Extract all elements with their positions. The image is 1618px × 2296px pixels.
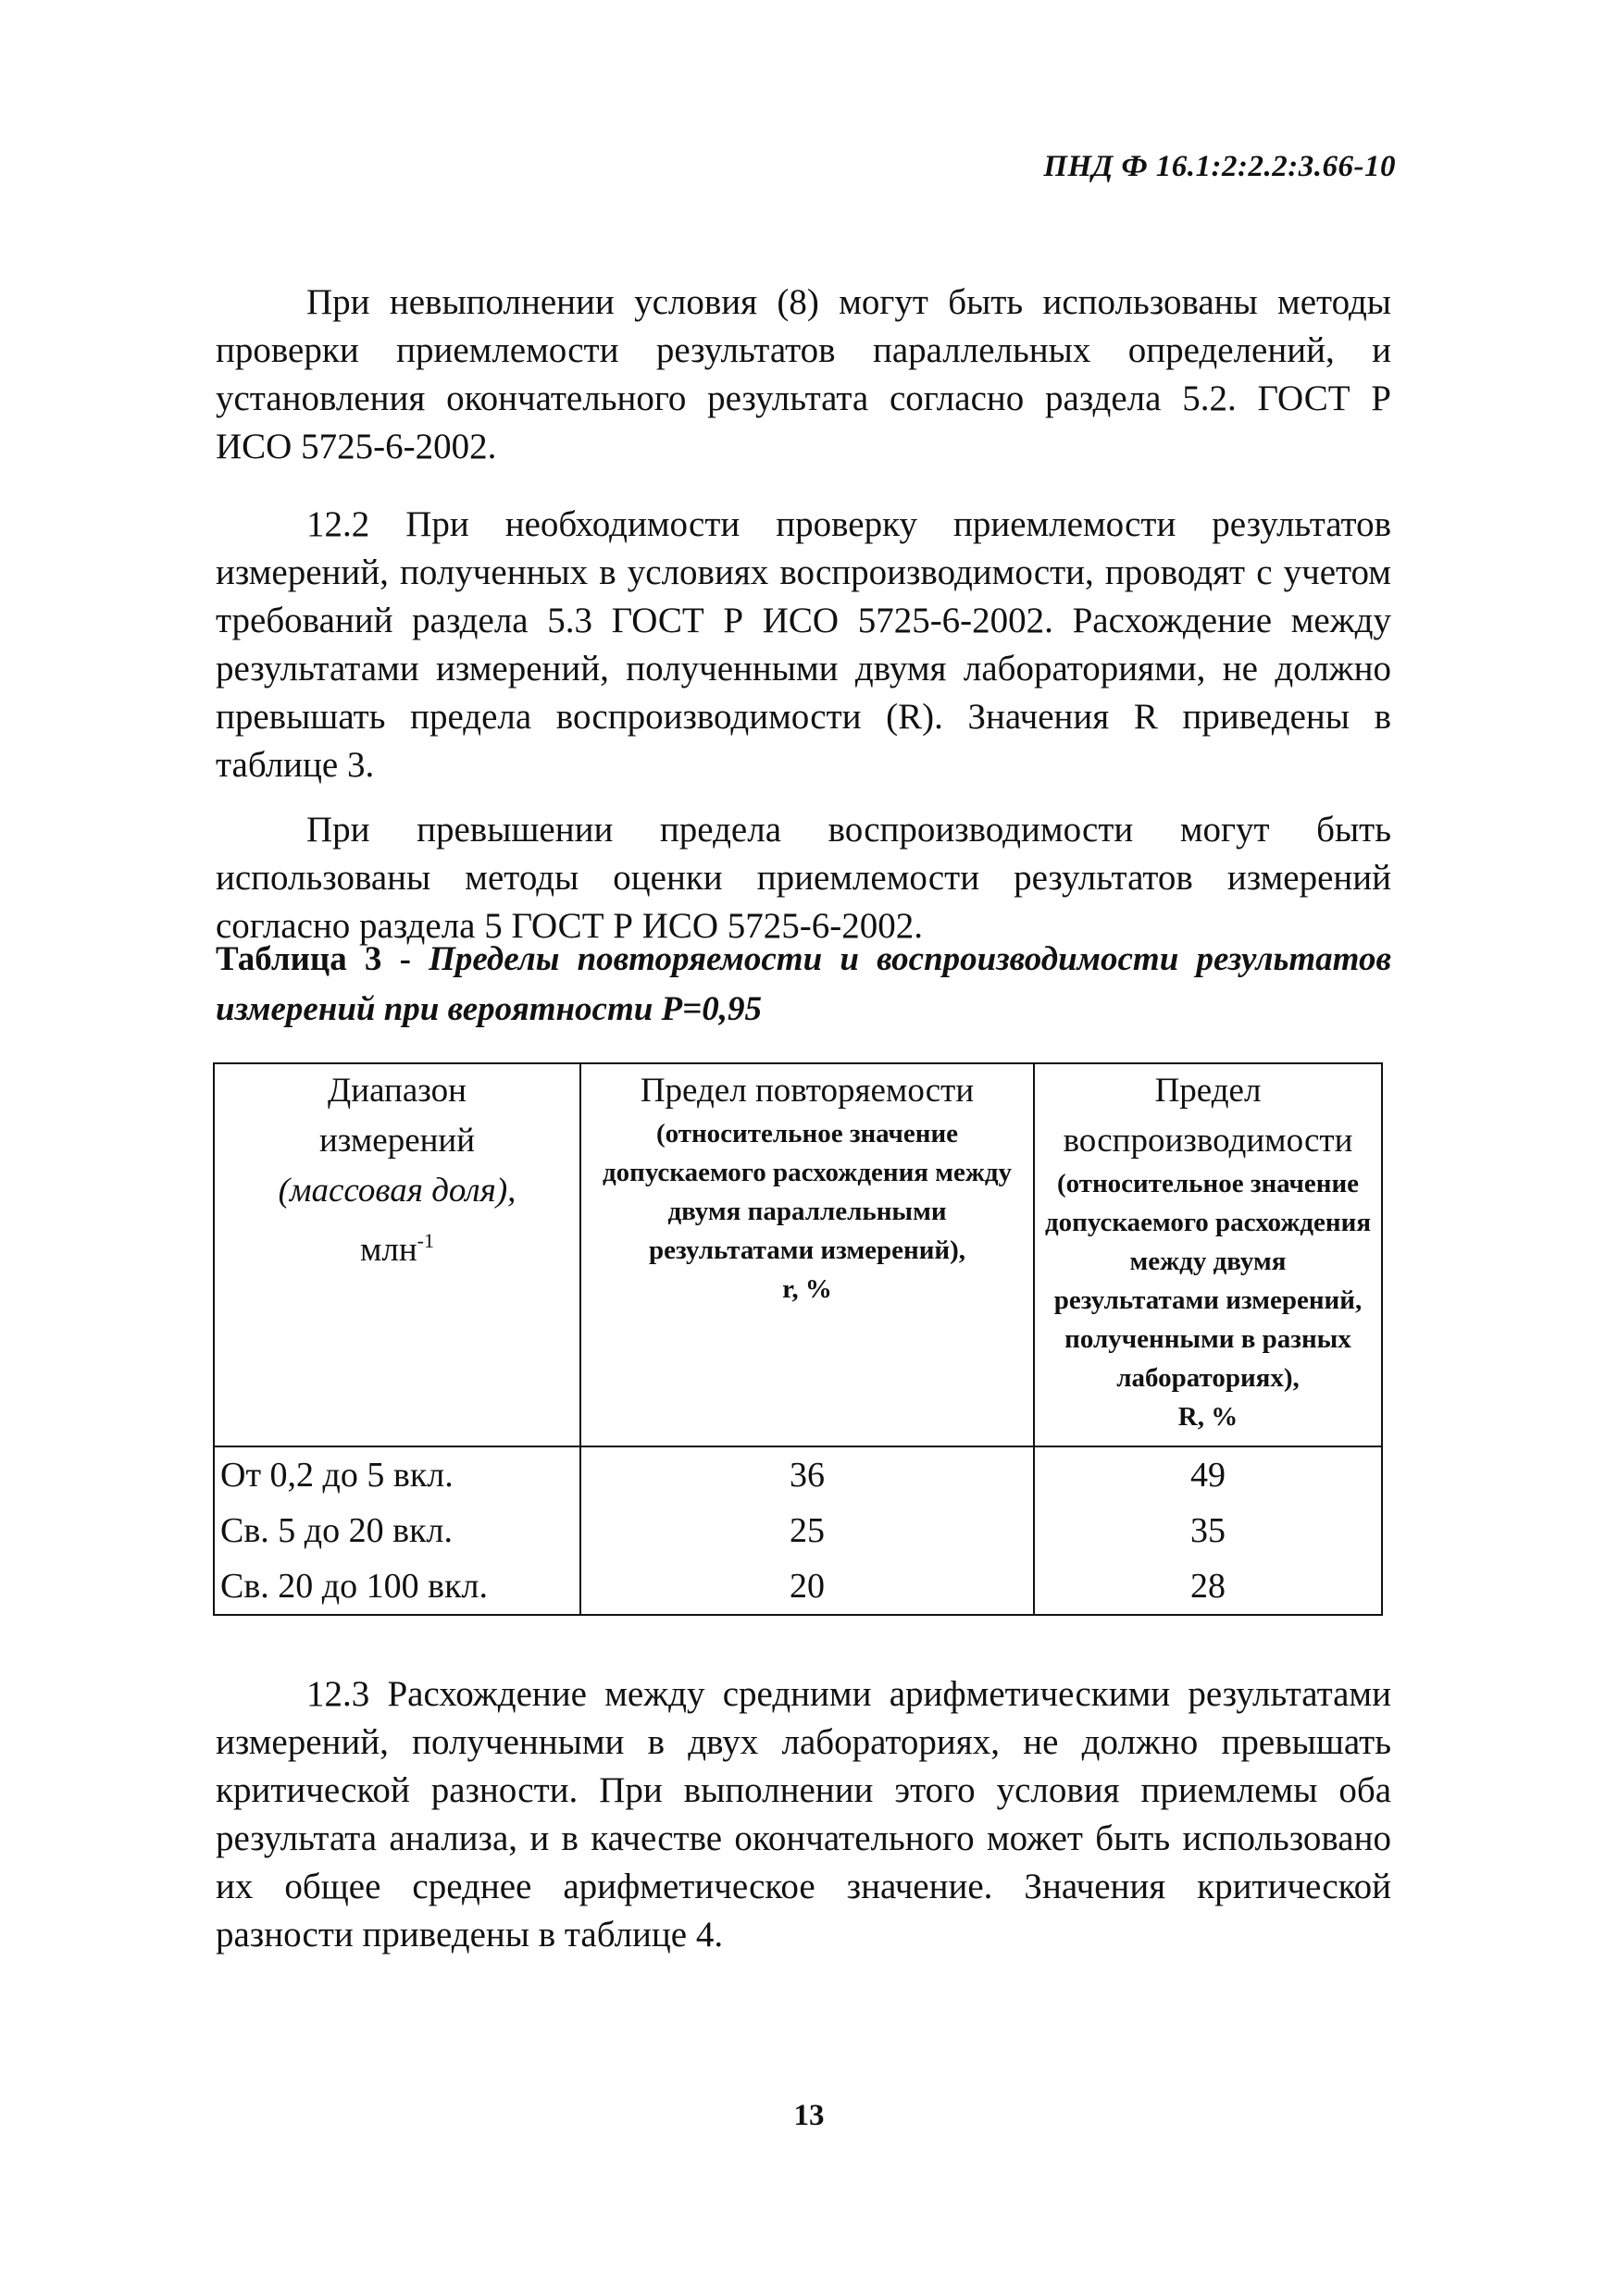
cell-reproducibility: 35 xyxy=(1034,1503,1382,1558)
document-code: ПНД Ф 16.1:2:2.2:3.66-10 xyxy=(1043,150,1396,183)
paragraph-text: 12.2 При необходимости проверку приемлемости результатов измерений, полученных в условиях воспроизводимости, проводят с учетом требований раздела 5.3 ГОСТ Р ИСО 5725-6-2002. Расхождение между результатами измерений, полученными двумя лабораториями, не должно превышать предела воспроизводимости (R). Значения R приведены в таблице 3. xyxy=(216,504,1391,785)
header-line: Предел xyxy=(1154,1072,1262,1110)
header-unit-superscript: -1 xyxy=(417,1229,434,1252)
table-row xyxy=(214,1558,1382,1615)
header-line: (массовая доля), xyxy=(278,1172,517,1210)
header-line: воспроизводимости xyxy=(1063,1122,1353,1160)
page-number: 13 xyxy=(793,2099,825,2132)
cell-repeatability: 36 xyxy=(580,1446,1034,1503)
paragraph-text: 12.3 Расхождение между средними арифметическими результатами измерений, полученными в двух лабораториях, не должно превышать критической разности. При выполнении этого условия приемлемы оба результата анализа, и в качестве окончательного может быть использовано их общее среднее арифметическое значение. Значения критической разности приведены в таблице 4. xyxy=(216,1674,1391,1955)
limits-table xyxy=(213,1062,1383,1616)
header-reproducibility-limit xyxy=(1034,1063,1382,1446)
header-repeatability-limit xyxy=(580,1063,1034,1446)
header-line: Диапазон xyxy=(328,1072,467,1110)
cell-reproducibility: 28 xyxy=(1034,1558,1382,1615)
header-unit: R, % xyxy=(1177,1402,1238,1432)
cell-repeatability: 20 xyxy=(580,1558,1034,1615)
table-caption xyxy=(216,935,1391,1035)
paragraph-reproducibility-exceeded xyxy=(216,806,1391,950)
header-line: измерений xyxy=(318,1122,476,1160)
cell-reproducibility: 49 xyxy=(1034,1446,1382,1503)
paragraph-text: При превышении предела воспроизводимости могут быть использованы методы оценки приемлемости результатов измерений согласно раздела 5 ГОСТ Р ИСО 5725-6-2002. xyxy=(216,810,1391,946)
header-unit-base: млн xyxy=(359,1231,417,1269)
cell-range: От 0,2 до 5 вкл. xyxy=(214,1446,580,1503)
header-measurement-range xyxy=(214,1063,580,1446)
paragraph-12-2 xyxy=(216,501,1391,789)
table-caption-lead: Таблица 3 - xyxy=(216,940,429,978)
table-row xyxy=(214,1503,1382,1558)
table-header-row xyxy=(214,1063,1382,1446)
cell-range: Св. 20 до 100 вкл. xyxy=(214,1558,580,1615)
paragraph-12-3 xyxy=(216,1670,1391,1959)
paragraph-condition-failure xyxy=(216,279,1391,471)
table-row xyxy=(214,1446,1382,1503)
cell-repeatability: 25 xyxy=(580,1503,1034,1558)
header-description: (относительное значение допускаемого расхождения между двумя параллельными результатами измерений), xyxy=(602,1119,1013,1265)
header-unit xyxy=(215,1218,579,1273)
header-description: (относительное значение допускаемого расхождения между двумя результатами измерений, полученными в разных лабораториях), xyxy=(1044,1169,1372,1393)
paragraph-text: При невыполнении условия (8) могут быть использованы методы проверки приемлемости результатов параллельных определений, и установления окончательного результата согласно раздела 5.2. ГОСТ Р ИСО 5725-6-2002. xyxy=(216,282,1391,466)
table-caption-title: Пределы повторяемости и воспроизводимости результатов измерений при вероятности P=0,95 xyxy=(216,940,1391,1028)
header-line: Предел повторяемости xyxy=(640,1072,975,1110)
header-unit: r, % xyxy=(782,1274,832,1304)
cell-range: Св. 5 до 20 вкл. xyxy=(214,1503,580,1558)
